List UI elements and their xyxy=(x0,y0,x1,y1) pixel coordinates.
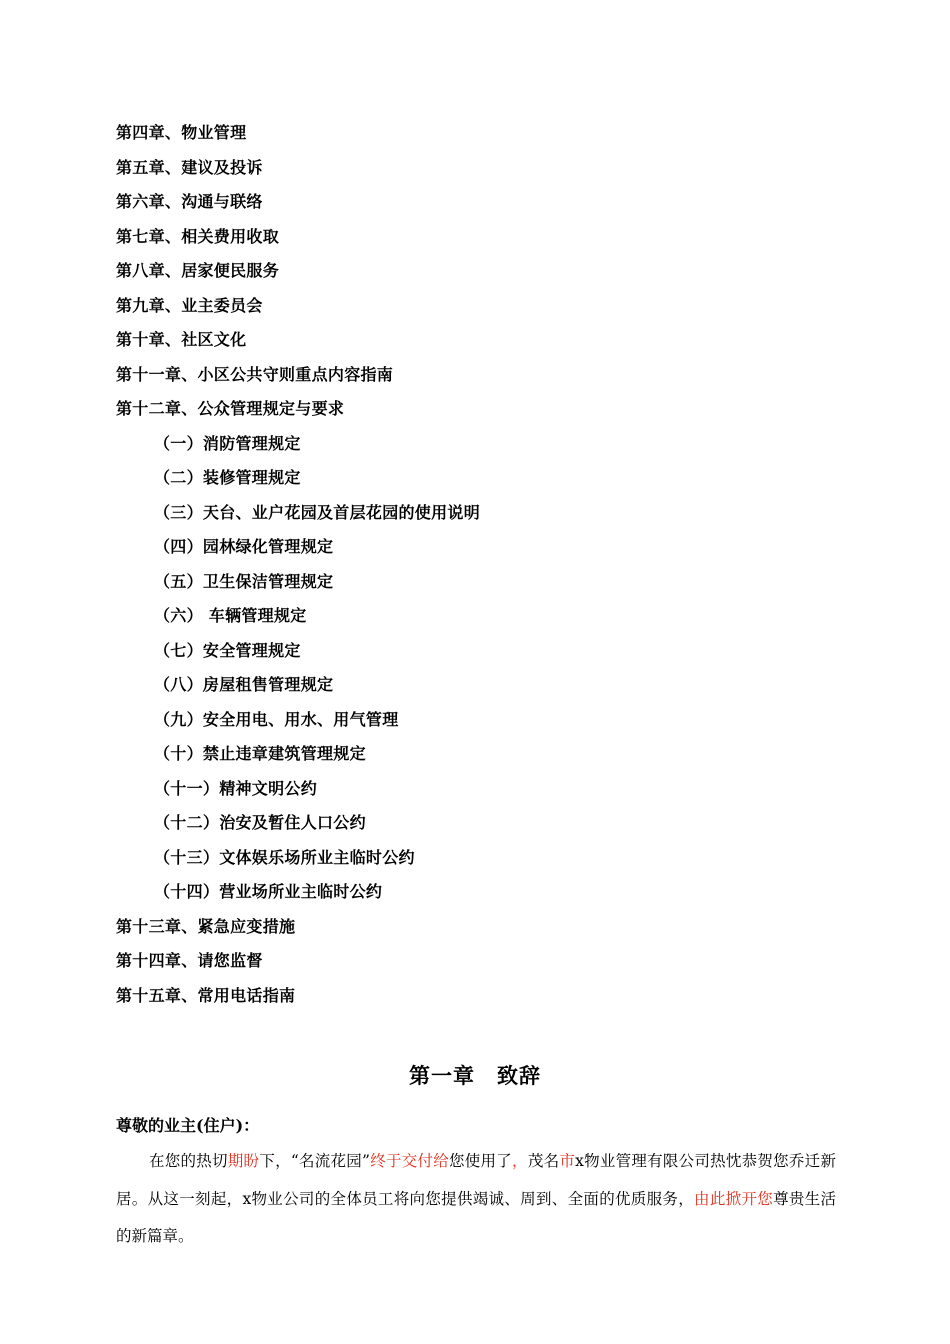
paragraph-text: 您使用了 xyxy=(449,1152,513,1170)
toc-item: 第六章、沟通与联络 xyxy=(116,192,263,211)
toc-item: （十三）文体娱乐场所业主临时公约 xyxy=(154,847,415,867)
toc-item: （四）园林绿化管理规定 xyxy=(154,537,334,556)
toc-item: （十）禁止违章建筑管理规定 xyxy=(154,744,366,763)
welcome-paragraph xyxy=(116,1143,836,1256)
toc-item: 第九章、业主委员会 xyxy=(116,295,263,315)
toc-item: 第十四章、请您监督 xyxy=(116,951,263,970)
toc-item: 第十三章、紧急应变措施 xyxy=(116,916,296,936)
table-of-contents xyxy=(116,116,836,1013)
chapter-heading: 第一章 致辞 xyxy=(409,1063,541,1088)
toc-item: （八）房屋租售管理规定 xyxy=(154,675,334,694)
toc-item: 第十章、社区文化 xyxy=(116,330,247,349)
highlighted-text: ， xyxy=(512,1152,528,1170)
toc-item: （十四）营业场所业主临时公约 xyxy=(154,882,383,901)
toc-item: 第十五章、常用电话指南 xyxy=(116,985,296,1005)
paragraph-text: 在您的热切 xyxy=(149,1152,228,1170)
toc-item: （三）天台、业户花园及首层花园的使用说明 xyxy=(154,502,481,522)
highlighted-text: 终于交付给 xyxy=(369,1152,450,1170)
toc-item: （二）装修管理规定 xyxy=(154,468,301,487)
toc-item: （七）安全管理规定 xyxy=(154,640,301,660)
paragraph-text: x物业管理有限公司热忱恭贺您乔迁新居。从这一刻起，x物业公司的全体员工将向您提供竭诚、周到、全面的优质服务， xyxy=(116,1152,836,1208)
toc-item: （五）卫生保洁管理规定 xyxy=(154,571,334,591)
toc-item: 第五章、建议及投诉 xyxy=(116,157,263,177)
toc-item: 第八章、居家便民服务 xyxy=(116,261,280,280)
toc-item: （一）消防管理规定 xyxy=(154,433,301,453)
toc-item: （十一）精神文明公约 xyxy=(154,778,318,798)
toc-item: 第四章、物业管理 xyxy=(116,123,247,142)
toc-item: （六） 车辆管理规定 xyxy=(154,606,307,625)
highlighted-text: 期盼 xyxy=(227,1152,260,1170)
highlighted-text: 由此掀开您 xyxy=(694,1189,774,1208)
toc-item: （十二）治安及暂住人口公约 xyxy=(154,813,366,832)
toc-item: （九）安全用电、用水、用气管理 xyxy=(154,709,399,729)
paragraph-text: 尊贵生活的新篇章。 xyxy=(116,1189,836,1245)
toc-item: 第七章、相关费用收取 xyxy=(116,226,280,246)
toc-item: 第十二章、公众管理规定与要求 xyxy=(116,399,345,418)
paragraph-text: 茂名 xyxy=(527,1152,560,1170)
salutation: 尊敬的业主(住户)： xyxy=(116,1116,260,1135)
paragraph-text: 下，“名流花园” xyxy=(259,1152,370,1170)
toc-item: 第十一章、小区公共守则重点内容指南 xyxy=(116,364,394,384)
highlighted-text: 市 xyxy=(559,1152,576,1170)
